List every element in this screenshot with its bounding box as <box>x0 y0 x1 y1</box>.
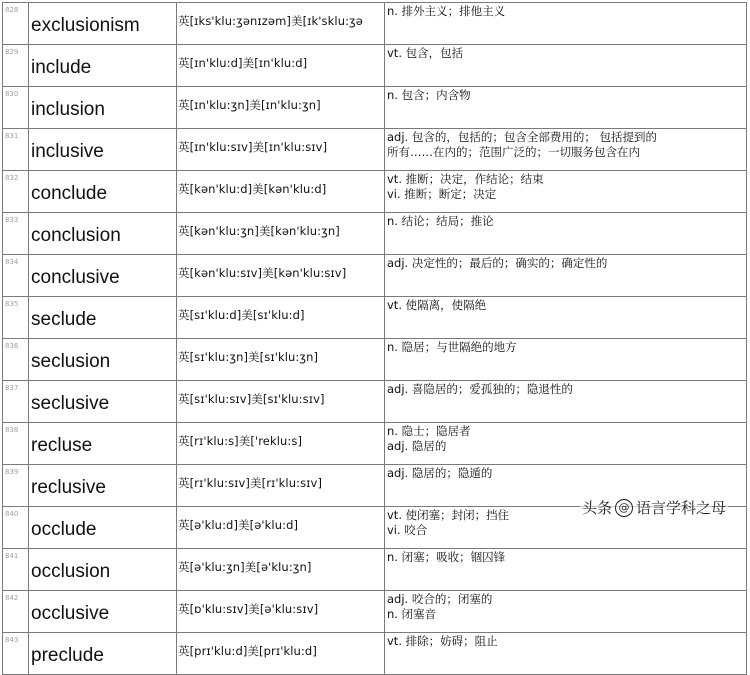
table-row <box>3 171 747 213</box>
phonetic: 英[rɪ'klu:s]美['reklu:s] <box>177 423 385 465</box>
headword: inclusive <box>29 129 177 171</box>
phonetic: 英[prɪ'klu:d]美[prɪ'klu:d] <box>177 633 385 675</box>
definition <box>385 591 747 633</box>
watermark-account: 语言学科之母 <box>635 499 726 517</box>
definition-line: adj. 隐居的 <box>387 438 447 453</box>
headword: occlusion <box>29 549 177 591</box>
phonetic: 英[ə'klu:d]美[ə'klu:d] <box>177 507 385 549</box>
phonetic: 英[kən'klu:ʒn]美[kən'klu:ʒn] <box>177 213 385 255</box>
table-row <box>3 3 747 45</box>
definition-line: 所有……在内的；范围广泛的；一切服务包含在内 <box>387 144 640 159</box>
table-row <box>3 213 747 255</box>
definition <box>385 45 747 87</box>
entry-number: 831 <box>3 129 29 171</box>
phonetic: 英[ɪn'klu:sɪv]美[ɪn'klu:sɪv] <box>177 129 385 171</box>
headword: preclude <box>29 633 177 675</box>
table-row <box>3 87 747 129</box>
phonetic: 英[sɪ'klu:d]美[sɪ'klu:d] <box>177 297 385 339</box>
phonetic: 英[ə'klu:ʒn]美[ə'klu:ʒn] <box>177 549 385 591</box>
definition <box>385 3 747 45</box>
definition-line: vt. 推断；决定，作结论；结束 <box>387 172 544 186</box>
definition-line: adj. 咬合的；闭塞的 <box>387 592 493 606</box>
table-row <box>3 297 747 339</box>
definition-line: adj. 隐居的；隐遁的 <box>387 466 493 480</box>
entry-number: 834 <box>3 255 29 297</box>
headword: include <box>29 45 177 87</box>
definition <box>385 255 747 297</box>
entry-number: 838 <box>3 423 29 465</box>
headword: occlude <box>29 507 177 549</box>
headword: seclusion <box>29 339 177 381</box>
definition <box>385 87 747 129</box>
entry-number: 843 <box>3 633 29 675</box>
definition <box>385 381 747 423</box>
entry-number: 839 <box>3 465 29 507</box>
definition-line: vi. 咬合 <box>387 522 428 537</box>
definition <box>385 297 747 339</box>
phonetic: 英[kən'klu:d]美[kən'klu:d] <box>177 171 385 213</box>
watermark <box>580 497 728 518</box>
vocabulary-table <box>2 2 747 675</box>
at-icon: @ <box>615 499 633 517</box>
definition-line: adj. 包含的，包括的；包含全部费用的； 包括提到的 <box>387 130 658 144</box>
phonetic: 英[ɪn'klu:d]美[ɪn'klu:d] <box>177 45 385 87</box>
definition-line: n. 包含；内含物 <box>387 88 471 102</box>
definition <box>385 339 747 381</box>
entry-number: 832 <box>3 171 29 213</box>
entry-number: 830 <box>3 87 29 129</box>
phonetic: 英[sɪ'klu:sɪv]美[sɪ'klu:sɪv] <box>177 381 385 423</box>
headword: recluse <box>29 423 177 465</box>
phonetic: 英[ɒ'klu:sɪv]美[ə'klu:sɪv] <box>177 591 385 633</box>
definition-line: adj. 喜隐居的；爱孤独的；隐退性的 <box>387 382 573 396</box>
headword: reclusive <box>29 465 177 507</box>
table-row <box>3 423 747 465</box>
definition-line: n. 闭塞音 <box>387 606 437 621</box>
definition-line: n. 隐居；与世隔绝的地方 <box>387 340 517 354</box>
definition-line: adj. 决定性的；最后的；确实的；确定性的 <box>387 256 608 270</box>
phonetic: 英[sɪ'klu:ʒn]美[sɪ'klu:ʒn] <box>177 339 385 381</box>
phonetic: 英[kən'klu:sɪv]美[kən'klu:sɪv] <box>177 255 385 297</box>
entry-number: 841 <box>3 549 29 591</box>
table-row <box>3 591 747 633</box>
headword: seclusive <box>29 381 177 423</box>
entry-number: 833 <box>3 213 29 255</box>
vocabulary-sheet <box>2 2 746 666</box>
entry-number: 829 <box>3 45 29 87</box>
definition-line: vt. 使隔离，使隔绝 <box>387 298 487 312</box>
definition-line: n. 结论；结局；推论 <box>387 214 494 228</box>
headword: occlusive <box>29 591 177 633</box>
headword: exclusionism <box>29 3 177 45</box>
table-row <box>3 255 747 297</box>
entry-number: 835 <box>3 297 29 339</box>
definition <box>385 213 747 255</box>
table-row <box>3 549 747 591</box>
entry-number: 836 <box>3 339 29 381</box>
definition-line: n. 排外主义；排他主义 <box>387 4 506 18</box>
table-row <box>3 633 747 675</box>
headword: conclude <box>29 171 177 213</box>
watermark-prefix: 头条 <box>581 499 612 517</box>
headword: inclusion <box>29 87 177 129</box>
definition-line: n. 闭塞；吸收；锢囚锋 <box>387 550 506 564</box>
table-row <box>3 45 747 87</box>
phonetic: 英[rɪ'klu:sɪv]美[rɪ'klu:sɪv] <box>177 465 385 507</box>
vocabulary-table-body <box>3 3 747 675</box>
headword: seclude <box>29 297 177 339</box>
headword: conclusion <box>29 213 177 255</box>
entry-number: 828 <box>3 3 29 45</box>
definition <box>385 549 747 591</box>
definition-line: vi. 推断；断定；决定 <box>387 186 497 201</box>
table-row <box>3 129 747 171</box>
definition <box>385 129 747 171</box>
phonetic: 英[ɪn'klu:ʒn]美[ɪn'klu:ʒn] <box>177 87 385 129</box>
definition-line: vt. 包含，包括 <box>387 46 464 60</box>
definition-line: vt. 使闭塞；封闭；挡住 <box>387 508 510 522</box>
entry-number: 840 <box>3 507 29 549</box>
headword: conclusive <box>29 255 177 297</box>
definition-line: vt. 排除；妨碍；阻止 <box>387 634 498 648</box>
entry-number: 837 <box>3 381 29 423</box>
definition <box>385 171 747 213</box>
phonetic: 英[ɪks'klu:ʒənɪzəm]美[ɪk'sklu:ʒə <box>177 3 385 45</box>
definition-line: n. 隐士；隐居者 <box>387 424 471 438</box>
table-row <box>3 339 747 381</box>
entry-number: 842 <box>3 591 29 633</box>
table-row <box>3 381 747 423</box>
definition <box>385 633 747 675</box>
definition <box>385 423 747 465</box>
